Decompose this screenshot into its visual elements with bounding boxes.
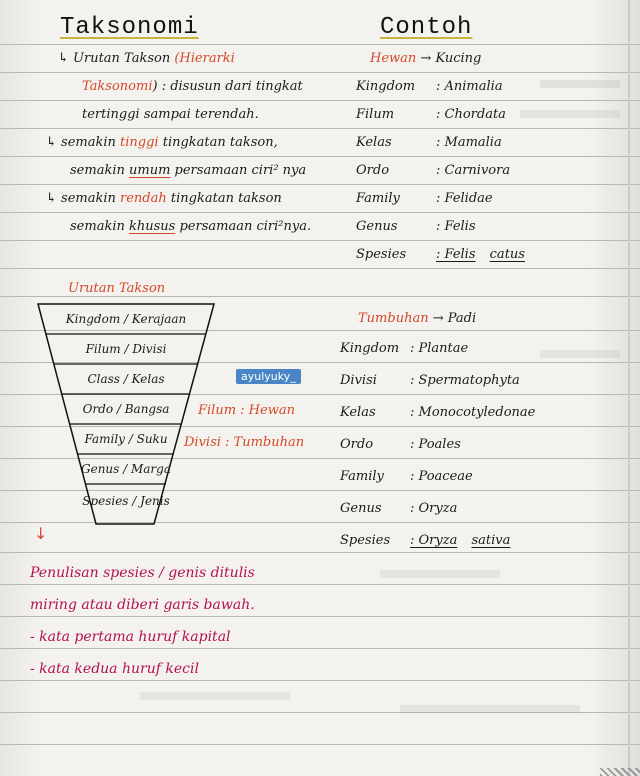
animal-value: : Felidae <box>436 191 493 206</box>
plant-value: : Plantae <box>410 341 469 356</box>
note-highlight: (Hierarki <box>174 51 235 66</box>
plant-value: : Monocotyledonae <box>410 405 536 420</box>
funnel-level-filum: Filum / Divisi <box>85 342 167 356</box>
note-line-3: tertinggi sampai terendah. <box>82 107 259 122</box>
animal-species <box>436 248 525 261</box>
animal-value: : Carnivora <box>436 163 511 178</box>
animal-example-title <box>370 52 481 65</box>
rule-line <box>0 552 640 553</box>
note-underlined: umum <box>129 163 171 178</box>
note-line-4 <box>46 136 278 149</box>
note-underlined: khusus <box>129 219 176 234</box>
note-text: persamaan ciri²nya. <box>179 219 312 234</box>
plant-example-title <box>358 312 476 325</box>
author-watermark: ayulyuky_ <box>236 369 301 384</box>
plant-rank: Family <box>340 469 384 484</box>
plant-species <box>410 534 510 547</box>
funnel-level-ordo: Ordo / Bangsa <box>82 402 170 416</box>
note-line-6 <box>46 192 282 205</box>
heading-contoh: Contoh <box>380 14 473 41</box>
note-filum-hewan: Filum : Hewan <box>198 403 295 418</box>
animal-value: : Animalia <box>436 79 503 94</box>
rule-line <box>0 240 640 241</box>
plant-rank: Kelas <box>340 405 376 420</box>
note-text: ↳ semakin <box>46 135 116 150</box>
note-text: semakin <box>70 219 125 234</box>
note-line-2 <box>82 80 303 93</box>
note-text: ↳ semakin <box>46 191 116 206</box>
species-genus: : Oryza <box>410 533 458 548</box>
animal-rank: Genus <box>356 219 398 234</box>
note-text: ) : disusun dari tingkat <box>152 79 303 94</box>
species-epithet: sativa <box>471 533 511 548</box>
bleed-through-mark <box>140 692 290 700</box>
plant-value: : Poaceae <box>410 469 473 484</box>
animal-rank: Filum <box>356 107 395 122</box>
down-arrow-icon: ↓ <box>34 524 48 543</box>
plant-rank: Kingdom <box>340 341 400 356</box>
rule-line <box>0 648 640 649</box>
animal-rank: Spesies <box>356 247 407 262</box>
note-line-7 <box>70 220 311 233</box>
plant-rank: Genus <box>340 501 382 516</box>
bleed-through-mark <box>520 110 620 118</box>
example-organism: → Padi <box>432 311 477 326</box>
note-text: persamaan ciri² nya <box>174 163 307 178</box>
writing-rule-line-3: - kata pertama huruf kapital <box>30 629 231 645</box>
animal-rank: Family <box>356 191 400 206</box>
species-epithet: catus <box>489 247 525 262</box>
funnel-level-genus: Genus / Marga <box>81 462 171 476</box>
note-line-1 <box>58 52 235 65</box>
rule-line <box>0 680 640 681</box>
plant-rank: Ordo <box>340 437 374 452</box>
animal-value: : Felis <box>436 219 476 234</box>
writing-rule-line-1: Penulisan spesies / genis ditulis <box>30 565 255 581</box>
rule-line <box>0 268 640 269</box>
note-text: tingkatan takson <box>170 191 282 206</box>
note-highlight: Taksonomi <box>82 79 153 94</box>
rule-line <box>0 616 640 617</box>
rule-line <box>0 212 640 213</box>
bleed-through-mark <box>380 570 500 578</box>
animal-rank: Ordo <box>356 163 390 178</box>
note-highlight: tinggi <box>120 135 159 150</box>
note-text: tingkatan takson, <box>162 135 278 150</box>
funnel-level-kingdom: Kingdom / Kerajaan <box>65 312 187 326</box>
plant-value: : Oryza <box>410 501 458 516</box>
note-text: semakin <box>70 163 125 178</box>
plant-rank: Spesies <box>340 533 391 548</box>
animal-value: : Mamalia <box>436 135 502 150</box>
funnel-level-family: Family / Suku <box>84 432 168 446</box>
rule-line <box>0 156 640 157</box>
rule-line <box>0 744 640 745</box>
example-category: Hewan <box>370 51 417 66</box>
writing-rule-line-4: - kata kedua huruf kecil <box>30 661 199 677</box>
note-divisi-tumbuhan: Divisi : Tumbuhan <box>184 435 305 450</box>
animal-rank: Kingdom <box>356 79 416 94</box>
rule-line <box>0 44 640 45</box>
note-text: ↳ Urutan Takson <box>58 51 171 66</box>
bleed-through-mark <box>540 80 620 88</box>
rule-line <box>0 128 640 129</box>
page-corner-scribble <box>600 768 640 776</box>
taxon-order-funnel <box>36 300 216 530</box>
example-category: Tumbuhan <box>358 311 429 326</box>
plant-rank: Divisi <box>340 373 377 388</box>
plant-value: : Poales <box>410 437 461 452</box>
funnel-level-spesies: Spesies / Jenis <box>82 494 170 508</box>
example-organism: → Kucing <box>420 51 482 66</box>
rule-line <box>0 72 640 73</box>
margin-line <box>628 0 630 776</box>
rule-line <box>0 296 640 297</box>
funnel-title: Urutan Takson <box>68 281 166 296</box>
animal-rank: Kelas <box>356 135 392 150</box>
note-line-5 <box>70 164 306 177</box>
bleed-through-mark <box>540 350 620 358</box>
animal-value: : Chordata <box>436 107 506 122</box>
rule-line <box>0 100 640 101</box>
funnel-level-class: Class / Kelas <box>87 372 165 386</box>
heading-taksonomi: Taksonomi <box>60 14 199 41</box>
note-highlight: rendah <box>120 191 167 206</box>
bleed-through-mark <box>400 705 580 713</box>
plant-value: : Spermatophyta <box>410 373 520 388</box>
rule-line <box>0 184 640 185</box>
species-genus: : Felis <box>436 247 476 262</box>
rule-line <box>0 584 640 585</box>
writing-rule-line-2: miring atau diberi garis bawah. <box>30 597 255 613</box>
